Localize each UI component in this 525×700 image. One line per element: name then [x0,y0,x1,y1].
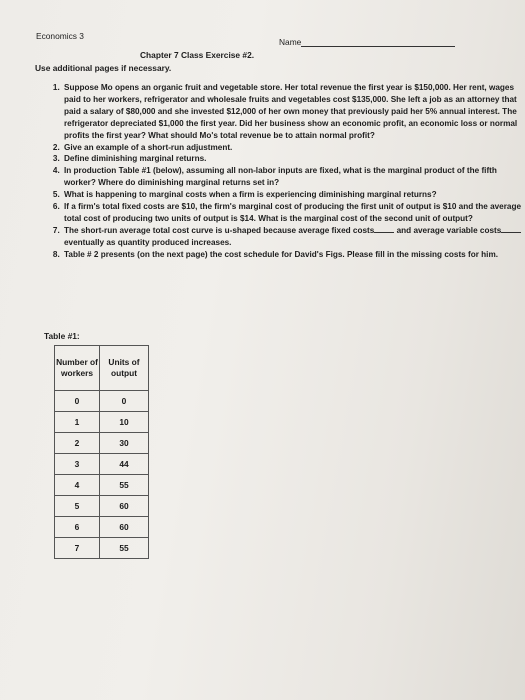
table-row [55,433,149,454]
output-cell: 30 [100,433,149,454]
output-cell: 10 [100,412,149,433]
workers-cell: 7 [55,538,100,559]
workers-cell: 3 [55,454,100,475]
question-2: 2. Give an example of a short-run adjustment. [62,142,524,154]
table-row [55,412,149,433]
exercise-title: Chapter 7 Class Exercise #2. [140,50,255,60]
question-8: 8. Table # 2 presents (on the next page) the cost schedule for David's Figs. Please fill in the missing costs for him. [62,249,524,261]
question-5: 5. What is happening to marginal costs when a firm is experiencing diminishing marginal returns? [62,189,524,201]
table-row [55,496,149,517]
name-label: Name [279,37,302,47]
instructions-note: Use additional pages if necessary. [35,63,172,73]
output-cell: 60 [100,517,149,538]
question-4: 4. In production Table #1 (below), assuming all non-labor inputs are fixed, what is the marginal product of the fifth worker? Where do diminishing marginal returns set in? [62,165,524,189]
question-7-part1: The short-run average total cost curve is u-shaped because average fixed costs [64,225,375,235]
table-row [55,391,149,412]
table-row [55,475,149,496]
name-line [301,38,455,47]
fill-blank-2 [501,225,521,233]
output-cell: 55 [100,475,149,496]
output-cell: 0 [100,391,149,412]
question-7-part3: eventually as quantity produced increases. [64,237,232,247]
header-workers: Number of workers [55,346,100,391]
question-3: 3. Define diminishing marginal returns. [62,153,524,165]
header-output: Units of output [100,346,149,391]
question-6: 6. If a firm's total fixed costs are $10, the firm's marginal cost of producing the first unit of output is $10 and the average total cost of producing two units of output is $14. What is the marginal cost of the second unit of output? [62,201,524,225]
fill-blank-1 [374,225,394,233]
course-title: Economics 3 [36,31,84,41]
question-list [36,82,524,261]
workers-cell: 0 [55,391,100,412]
workers-cell: 6 [55,517,100,538]
output-cell: 60 [100,496,149,517]
output-cell: 55 [100,538,149,559]
question-1: 1. Suppose Mo opens an organic fruit and vegetable store. Her total revenue the first year is $150,000. Her rent, wages paid to her workers, refrigerator and wholesale fruits and vegetables cost $135,000. She left a job as an attorney that paid a salary of $80,000 and she invested $12,000 of her own money that previously paid her 5% annual interest. The refrigerator depreciated $1,000 the first year. Did her business show an economic profit, an economic loss or normal profits the first year? What should Mo's total revenue be to attain normal profit? [62,82,524,142]
workers-cell: 1 [55,412,100,433]
workers-cell: 4 [55,475,100,496]
table-header-row [55,346,149,391]
workers-cell: 5 [55,496,100,517]
table-row [55,517,149,538]
workers-cell: 2 [55,433,100,454]
name-field [279,37,455,47]
output-cell: 44 [100,454,149,475]
table-row [55,538,149,559]
table-row [55,454,149,475]
production-table [54,345,149,559]
table-label: Table #1: [44,331,80,341]
question-7 [62,225,524,249]
question-7-part2: and average variable costs [396,225,502,235]
